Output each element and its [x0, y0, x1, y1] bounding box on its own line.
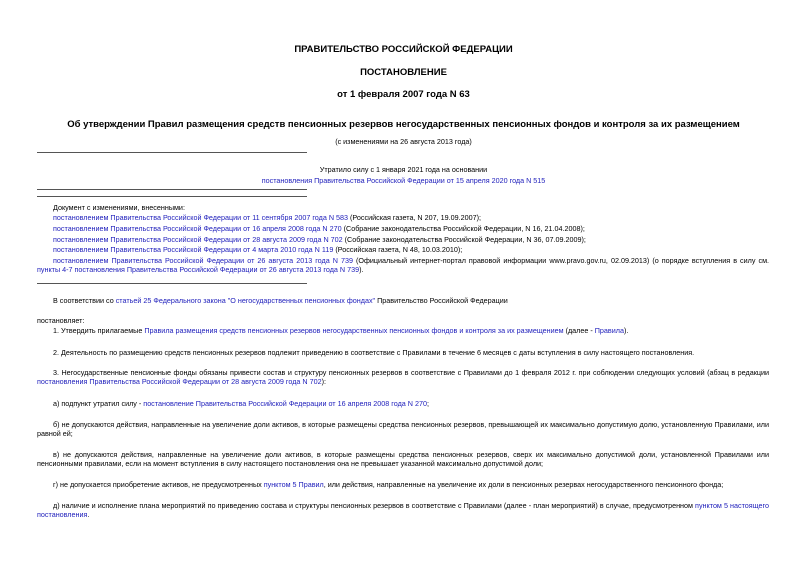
item-5-link[interactable]: пунктом 5 настоящего постановления — [37, 501, 769, 519]
preamble-text: Правительство Российской Федерации — [375, 296, 508, 305]
amendment-link[interactable]: постановлением Правительства Российской Федерации от 28 августа 2009 года N 702 — [53, 235, 343, 244]
subclause-g — [53, 480, 723, 489]
amendment-link[interactable]: постановлением Правительства Российской Федерации от 11 сентября 2007 года N 583 — [53, 213, 349, 222]
subclause-text: ; — [426, 399, 429, 408]
divider — [37, 152, 307, 153]
edition-link[interactable]: постановления Правительства Российской Федерации от 28 августа 2009 года N 702 — [37, 377, 322, 386]
subclause-text: а) подпункт утратил силу - — [53, 399, 144, 408]
clause-text: ): — [321, 377, 326, 386]
preamble — [53, 296, 508, 305]
clause-2: 2. Деятельность по размещению средств пенсионных резервов подлежит приведению в соответствие с Правилами в течение 6 месяцев с даты вступления в силу настоящего постановления. — [53, 348, 695, 357]
clause-text: 1. Утвердить прилагаемые — [53, 326, 145, 335]
divider — [37, 196, 307, 197]
subclause-text: г) не допускается приобретение активов, не предусмотренных — [53, 480, 264, 489]
changes-note: (с изменениями на 26 августа 2013 года) — [335, 137, 472, 146]
expired-note: Утратило силу с 1 января 2021 года на основании — [319, 165, 488, 174]
expired-link[interactable] — [0, 176, 807, 185]
amendment-item — [53, 235, 586, 244]
amendment-item — [53, 245, 462, 254]
subclause-v: в) не допускаются действия, направленные на увеличение доли активов, в которые размещены средства пенсионных резервов, сверх их максимально допустимой доли, установленной Правилами или пенсионными правилами, если на момент вступления в силу настоящего постановления она не превышает указанной максимально допустимой доли; — [37, 450, 769, 468]
amendment-item — [53, 224, 585, 233]
amendment-item-last — [37, 256, 769, 274]
clause-text: ). — [623, 326, 629, 335]
document-title: Об утверждении Правил размещения средств пенсионных резервов негосударственных пенсионных фондов и контроля за их размещением — [67, 119, 740, 130]
subclause-a — [53, 399, 429, 408]
rules-link[interactable]: Правила размещения средств пенсионных резервов негосударственных пенсионных фондов и контроля за их размещением — [144, 326, 564, 335]
issuer-title: ПРАВИТЕЛЬСТВО РОССИЙСКОЙ ФЕДЕРАЦИИ — [294, 44, 513, 55]
amendment-source: (Официальный интернет-портал правовой информации www.pravo.gov.ru, 02.09.2013) (о порядке вступления в силу см. — [352, 256, 770, 265]
decides-label: постановляет: — [37, 316, 85, 325]
divider — [37, 189, 307, 190]
amendment-link[interactable]: постановлением Правительства Российской Федерации от 26 августа 2013 года N 739 — [53, 256, 353, 265]
document-date-number: от 1 февраля 2007 года N 63 — [337, 89, 470, 100]
subclause-b: б) не допускаются действия, направленные на увеличение доли активов, в которые размещены средства пенсионных резервов, превышающей их максимально допустимую долю, установленную Правилами, или равной ей; — [37, 420, 769, 438]
law-article-link[interactable]: статьей 25 Федерального закона "О негосударственных пенсионных фондах" — [115, 296, 376, 305]
preamble-text: В соответствии со — [53, 296, 116, 305]
clause-1 — [53, 326, 628, 335]
rules-item-5-link[interactable]: пунктом 5 Правил — [263, 480, 324, 489]
subclause-text: , или действия, направленные на увеличение их доли в пенсионных резервах негосударственного пенсионного фонда; — [323, 480, 724, 489]
amendment-source: (Российская газета, N 207, 19.09.2007); — [348, 213, 481, 222]
subclause-d — [37, 501, 769, 519]
document-type: ПОСТАНОВЛЕНИЕ — [360, 67, 447, 78]
expired-link-text[interactable]: постановления Правительства Российской Федерации от 15 апреля 2020 года N 515 — [261, 176, 546, 185]
amendment-tail: ). — [359, 265, 364, 274]
amendments-intro: Документ с изменениями, внесенными: — [53, 203, 185, 212]
entry-into-force-link[interactable]: пункты 4-7 постановления Правительства Российской Федерации от 26 августа 2013 года N 739 — [37, 265, 360, 274]
clause-3 — [37, 368, 769, 386]
amendment-link[interactable]: постановлением Правительства Российской Федерации от 4 марта 2010 года N 119 — [53, 245, 334, 254]
amendment-item — [53, 213, 481, 222]
repeal-link[interactable]: постановление Правительства Российской Федерации от 16 апреля 2008 года N 270 — [143, 399, 427, 408]
amendment-source: (Российская газета, N 48, 10.03.2010); — [333, 245, 463, 254]
subclause-text: . — [87, 510, 90, 519]
subclause-text: д) наличие и исполнение плана мероприятий по приведению состава и структуры пенсионных резервов в соответствие с Правилами (далее - план мероприятий) в случае, предусмотренном — [53, 501, 696, 510]
clause-text: 3. Негосударственные пенсионные фонды обязаны привести состав и структуру пенсионных резервов в соответствие с Правилами до 1 февраля 2012 г. при соблюдении следующих условий (абзац в редакции — [53, 368, 769, 377]
amendment-link[interactable]: постановлением Правительства Российской Федерации от 16 апреля 2008 года N 270 — [53, 224, 342, 233]
amendment-source: (Собрание законодательства Российской Федерации, N 16, 21.04.2008); — [341, 224, 585, 233]
divider — [37, 283, 307, 284]
amendment-source: (Собрание законодательства Российской Федерации, N 36, 07.09.2009); — [342, 235, 586, 244]
clause-text: (далее - — [563, 326, 595, 335]
rules-short-link[interactable]: Правила — [594, 326, 624, 335]
